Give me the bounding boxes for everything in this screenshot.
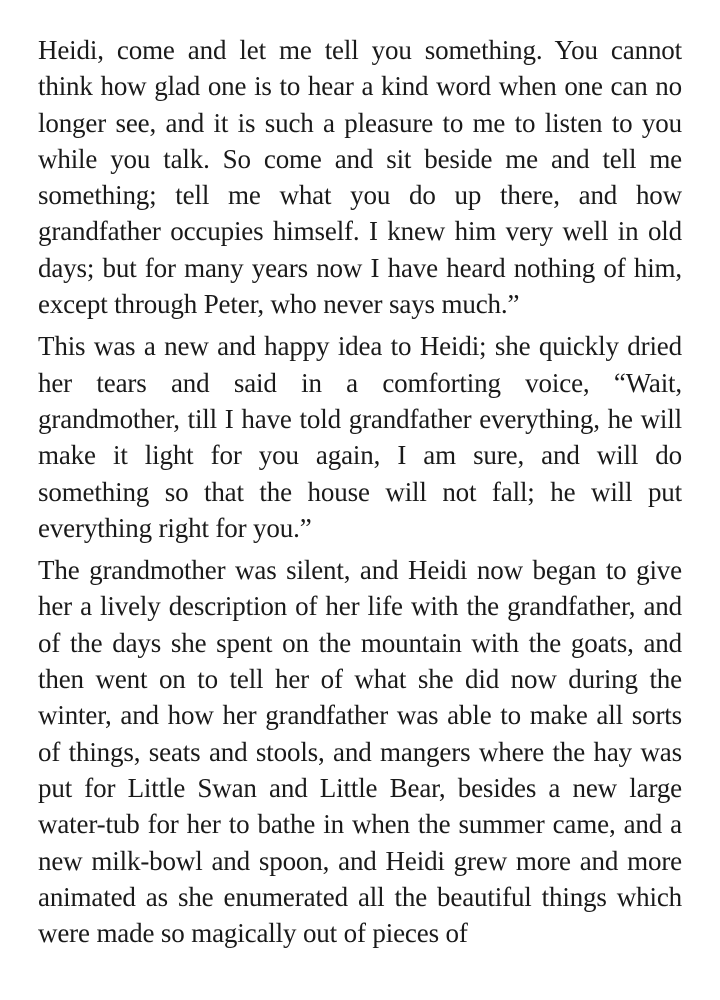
paragraph-1: Heidi, come and let me tell you something. You cannot think how glad one is to hear a kind word when one can no longer see, and it is such a pleasure to me to listen to you while you talk. So come and sit beside me and tell me something; tell me what you do up there, and how grandfather occupies himself. I knew him very well in old days; but for many years now I have heard nothing of him, except through Peter, who never says much.” — [38, 35, 682, 320]
paragraph-3: The grandmother was silent, and Heidi now began to give her a lively description of her life with the grandfather, and of the days she spent on the mountain with the goats, and then went on to tell her of what she did now during the winter, and how her grandfather was able to make all sorts of things, seats and stools, and mangers where the hay was put for Little Swan and Little Bear, besides a new large water-tub for her to bathe in when the summer came, and a new milk-bowl and spoon, and Heidi grew more and more animated as she enumerated all the beautiful things which were made so magically out of pieces of — [38, 555, 682, 949]
paragraph-2: This was a new and happy idea to Heidi; she quickly dried her tears and said in a comforting voice, “Wait, grandmother, till I have told grandfather everything, he will make it light for you again, I am sure, and will do something so that the house will not fall; he will put everything right for you.” — [38, 331, 682, 543]
